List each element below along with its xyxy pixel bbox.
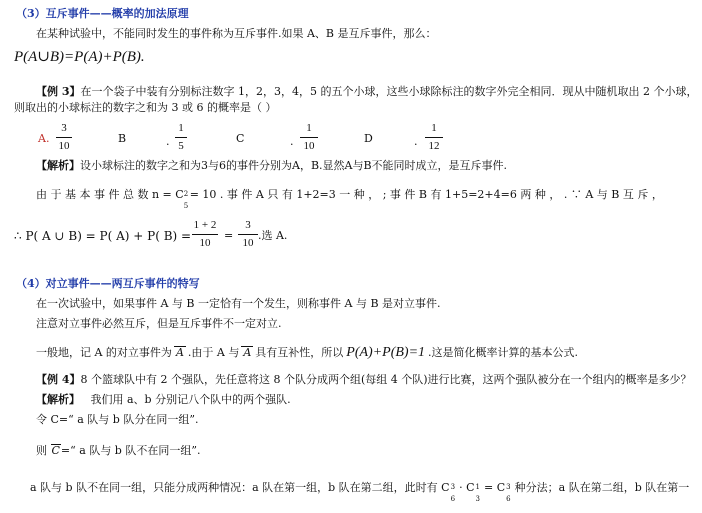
a-complement: A xyxy=(175,346,184,359)
example-3-text-line1: 在一个袋子中装有分别标注数字 1，2，3，4，5 的五个小球，这些小球除标注的数字外完全相同．现从中随机取出 2 个小球， xyxy=(80,85,698,98)
complement-formula: P(A)+P(B)=1 xyxy=(346,345,426,360)
section-3-definition: 在某种试验中，不能同时发生的事件称为互斥事件.如果 A、B 是互斥事件，那么： xyxy=(36,27,437,40)
option-a-numerator: 3 xyxy=(61,122,67,134)
example-3-question xyxy=(36,86,697,97)
option-b-fraction xyxy=(175,122,187,152)
option-b-letter: B xyxy=(118,132,127,145)
section-4-title: （4）对立事件——两互斥事件的特写 xyxy=(16,277,200,290)
analysis-fraction-1: 1 + 2 10 xyxy=(193,219,217,249)
option-c-fraction xyxy=(300,122,318,152)
option-a-denominator: 10 xyxy=(58,140,70,152)
option-c-denominator: 10 xyxy=(303,140,315,152)
option-b-denominator: 5 xyxy=(178,140,184,152)
example-3-analysis-line2: 由 于 基 本 事 件 总 数 n = C 2 5 = 10 . 事 件 A 只 有 1+2=3 一 种 ， ; 事 件 B 有 1+5=2+4=6 两 种 ， . ∵ A 与 B 互 斥 ， xyxy=(36,188,663,210)
example-3-text-line2: 则取出的小球标注的数字之和为 3 或 6 的概率是（ ） xyxy=(14,101,277,114)
example-4-analysis-label: 【解析】 xyxy=(36,393,80,406)
analysis-fraction-2: 3 10 xyxy=(238,219,258,249)
option-b-numerator: 1 xyxy=(178,122,184,134)
option-d-denominator: 12 xyxy=(428,140,440,152)
example-4-label: 【例 4】 xyxy=(36,373,81,386)
section-3-title: （3）互斥事件——概率的加法原理 xyxy=(16,7,189,20)
a-complement-2: A xyxy=(243,346,252,359)
option-c-numerator: 1 xyxy=(306,122,312,134)
example-4-analysis-last-line: a 队与 b 队不在同一组，只能分成两种情况：a 队在第一组，b 队在第二组，此时有 C 3 6 · C 1 3 = C 3 6 种分法；a 队在第二组，b 队在第一 xyxy=(30,481,690,503)
example-3-analysis-label: 【解析】 xyxy=(36,159,80,172)
example-3-analysis-line3-lhs: ∴ P( A ∪ B) = P( A) + P( B) = xyxy=(14,229,192,243)
event-c-complement-definition: 则 C=“ a 队与 b 队不在同一组”. xyxy=(36,444,201,457)
event-c-definition: 令 C=“ a 队与 b 队分在同一组”. xyxy=(36,413,199,426)
example-3-label: 【例 3】 xyxy=(36,85,81,98)
addition-formula: P(A∪B)=P(A)+P(B). xyxy=(14,49,145,65)
option-c-letter: C xyxy=(236,132,245,145)
section-4-definition-3: 一般地，记 A 的对立事件为 A .由于 A 与 A 具有互补性，所以 P(A)+P(B)=1 .这是简化概率计算的基本公式. xyxy=(36,345,579,360)
analysis-conclusion: .选 A. xyxy=(258,229,288,242)
section-4-definition-1: 在一次试验中，如果事件 A 与 B 一定恰有一个发生，则称事件 A 与 B 是对立事件. xyxy=(36,297,441,310)
section-4-definition-2: 注意对立事件必然互斥，但是互斥事件不一定对立. xyxy=(36,317,282,330)
option-a-letter: A. xyxy=(38,132,50,145)
example-4-question: 【例 4】8 个篮球队中有 2 个强队，先任意将这 8 个队分成两个组(每组 4 个队)进行比赛，这两个强队被分在一个组内的概率是多少？ xyxy=(36,373,692,386)
c-complement: C xyxy=(51,444,60,457)
option-d-fraction xyxy=(425,122,443,152)
example-3-analysis-line1: 【解析】设小球标注的数字之和为3与6的事件分别为A，B.显然A与B不能同时成立，是互斥事件. xyxy=(36,159,508,172)
example-4-analysis-line1: 【解析】 我们用 a、b 分别记八个队中的两个强队. xyxy=(36,393,291,406)
option-d-letter: D xyxy=(364,132,373,145)
option-a-fraction xyxy=(56,122,72,152)
option-d-numerator: 1 xyxy=(431,122,437,134)
